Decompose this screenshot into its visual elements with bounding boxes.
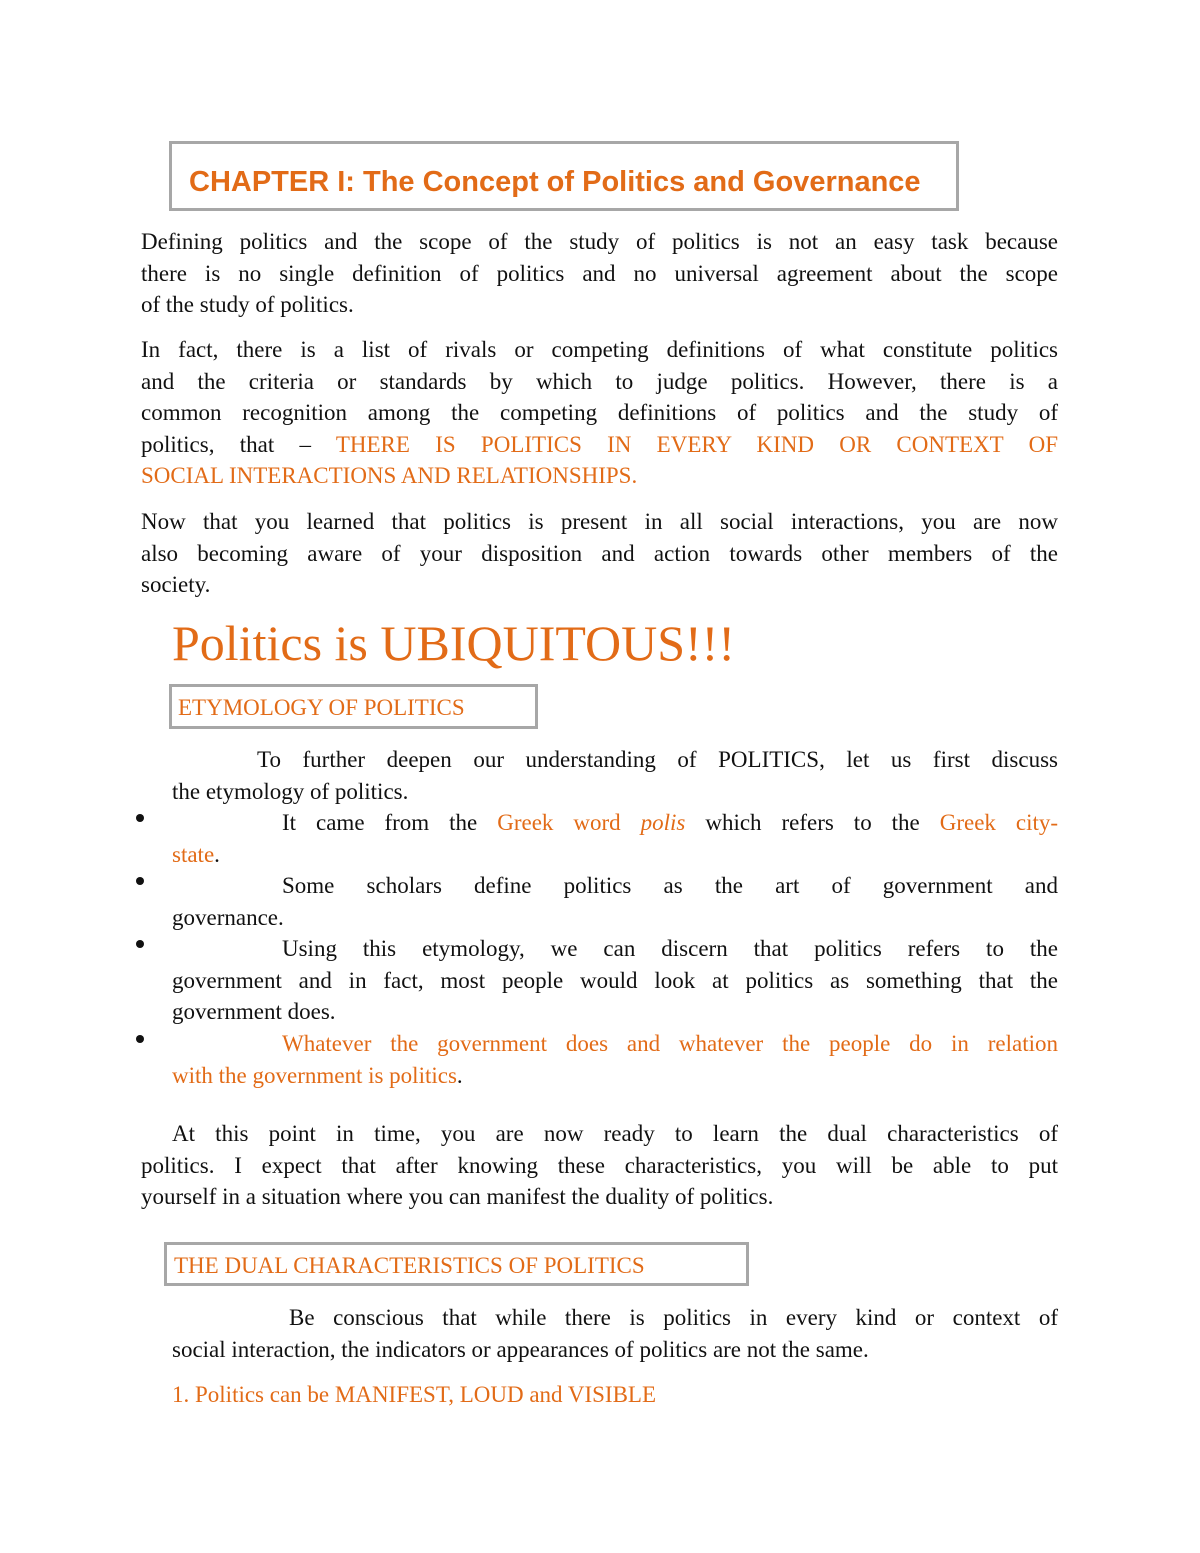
text-line: the etymology of politics. <box>172 778 409 804</box>
headline: Politics is UBIQUITOUS!!! <box>172 615 735 671</box>
bullet-item-3 <box>172 933 1058 1028</box>
text-line <box>172 839 1058 871</box>
highlight-text: SOCIAL INTERACTIONS AND RELATIONSHIPS. <box>141 463 638 488</box>
text-line: and the criteria or standards by which to judge politics. However, there is a <box>141 368 1058 394</box>
text-line: also becoming aware of your disposition and action towards other members of the <box>141 540 1058 566</box>
text-fragment: Be conscious that while there is politics in every kind or context of <box>289 1305 1058 1330</box>
text-fragment: Using this etymology, we can discern that politics refers to the <box>282 936 1058 961</box>
text-line <box>172 1302 1058 1334</box>
text-fragment: At this point in time, you are now ready to learn the dual characteristics of <box>172 1121 1058 1146</box>
highlight-text: THERE IS POLITICS IN EVERY KIND OR CONTEXT OF <box>335 431 1058 457</box>
etymology-lead <box>172 744 1058 807</box>
etymology-heading-box <box>169 684 538 729</box>
highlight-text: state <box>172 841 215 867</box>
bullet-dot <box>136 1035 144 1043</box>
text-line: Now that you learned that politics is present in all social interactions, you are now <box>141 509 1058 534</box>
text-fragment: It came from the <box>282 810 478 835</box>
highlight-text: polis <box>640 810 686 835</box>
bullet-item-1 <box>172 807 1058 870</box>
bullet-item-2 <box>172 870 1058 933</box>
text-line <box>141 1118 1058 1150</box>
bullet-dot <box>136 940 144 948</box>
chapter-title: CHAPTER I: The Concept of Politics and Governance <box>189 166 921 198</box>
text-line: In fact, there is a list of rivals or competing definitions of what constitute politics <box>141 337 1058 362</box>
text-fragment: politics, that – <box>141 431 311 457</box>
dual-heading: THE DUAL CHARACTERISTICS OF POLITICS <box>174 1253 645 1278</box>
text-line <box>172 870 1058 902</box>
text-line: Defining politics and the scope of the study of politics is not an easy task because <box>141 229 1058 254</box>
text-line <box>172 1060 1058 1092</box>
text-fragment: . <box>456 1062 463 1088</box>
text-fragment: Whatever the government does and whatever the people do in relation <box>282 1031 1058 1056</box>
text-line <box>172 933 1058 965</box>
text-line: government and in fact, most people would look at politics as something that the <box>172 967 1058 993</box>
text-line: common recognition among the competing definitions of politics and the study of <box>141 400 1058 425</box>
bullet-item-4 <box>172 1028 1058 1091</box>
dual-lead <box>172 1302 1058 1365</box>
text-line: politics. I expect that after knowing these characteristics, you will be able to put <box>141 1152 1058 1178</box>
bullet-dot <box>136 814 144 822</box>
bullet-dot <box>136 877 144 885</box>
text-fragment: which refers to the <box>705 810 920 835</box>
text-line: yourself in a situation where you can manifest the duality of politics. <box>141 1184 774 1209</box>
highlight-text: Greek word <box>497 810 621 835</box>
highlight-text: with the government is politics <box>172 1062 457 1088</box>
text-fragment: To further deepen our understanding of POLITICS, let us first discuss <box>257 747 1058 772</box>
text-line: government does. <box>172 999 336 1024</box>
text-line: society. <box>141 572 211 597</box>
text-line: social interaction, the indicators or appearances of politics are not the same. <box>172 1336 869 1362</box>
dual-point-1 <box>172 1379 1058 1411</box>
highlight-text <box>172 1028 1058 1060</box>
text-line: of the study of politics. <box>141 292 354 317</box>
text-line: 1. Politics can be MANIFEST, LOUD and VISIBLE <box>172 1382 657 1407</box>
chapter-title-box <box>169 141 959 211</box>
text-line: governance. <box>172 904 284 930</box>
dual-heading-box <box>164 1242 749 1286</box>
transition-paragraph <box>141 1118 1058 1213</box>
intro-paragraph-3 <box>141 506 1058 601</box>
highlight-text: Greek city- <box>939 810 1059 835</box>
text-line <box>172 744 1058 776</box>
text-line: there is no single definition of politics and no universal agreement about the scope <box>141 260 1058 286</box>
text-line <box>172 807 1058 839</box>
text-line <box>141 429 1058 461</box>
text-fragment: Some scholars define politics as the art of government and <box>282 873 1058 898</box>
text-fragment: . <box>214 841 220 867</box>
etymology-heading: ETYMOLOGY OF POLITICS <box>178 695 465 720</box>
intro-paragraph-1 <box>141 226 1058 321</box>
intro-paragraph-2 <box>141 334 1058 492</box>
